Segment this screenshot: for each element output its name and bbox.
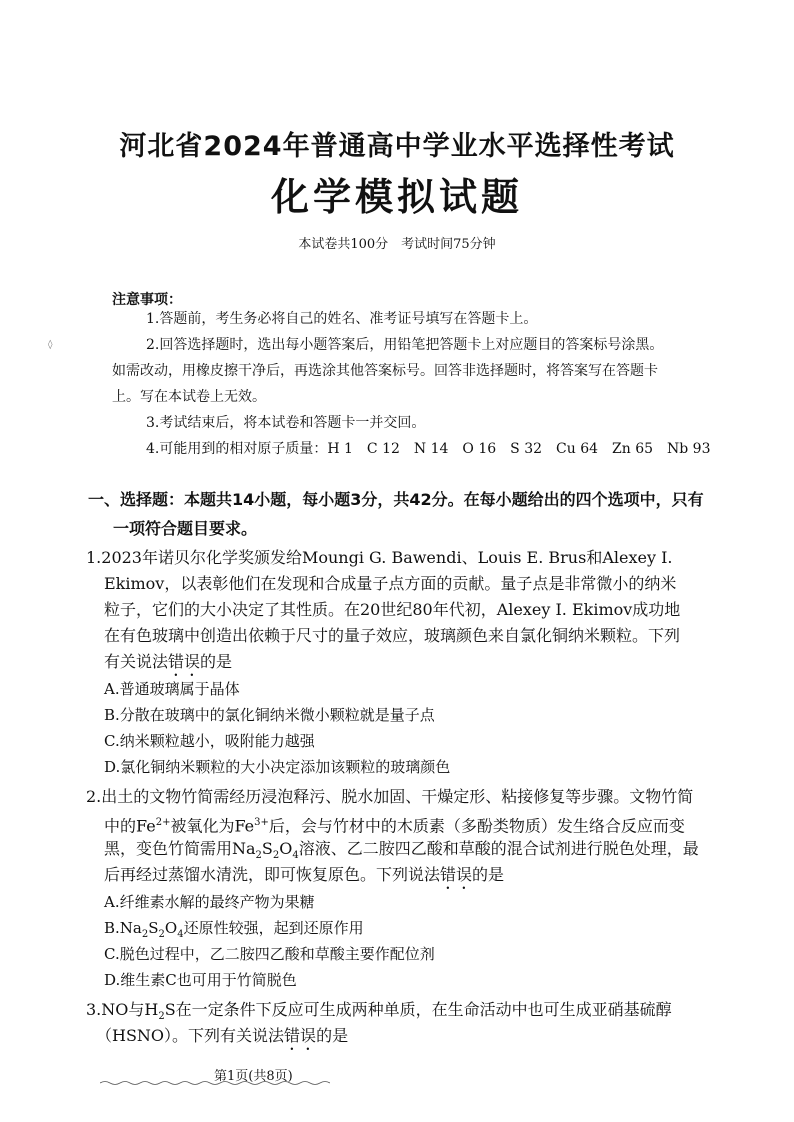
q2-subscript: 4 <box>292 850 299 862</box>
q2-text: 黑，变色竹简需用Na <box>104 839 256 858</box>
section-heading-cont: 一项符合题目要求。 <box>113 519 258 538</box>
q1-option-b: B.分散在玻璃中的氯化铜纳米微小颗粒就是量子点 <box>104 706 435 724</box>
subject-title: 化学模拟试题 <box>270 175 523 219</box>
q1-option-c: C.纳米颗粒越小，吸附能力越强 <box>104 732 315 750</box>
q3-emphasis: 错误 <box>284 1026 317 1045</box>
q2-opt-text: O <box>164 919 178 937</box>
note-2-end: 上。写在本试卷上无效。 <box>112 389 266 405</box>
q2-text: 溶液、乙二胺四乙酸和草酸的混合试剂进行脱色处理，最 <box>298 839 699 858</box>
q2-opt-text: S <box>148 919 159 937</box>
q2-text: S <box>261 839 273 858</box>
q1-option-d: D.氯化铜纳米颗粒的大小决定添加该颗粒的玻璃颜色 <box>104 758 451 776</box>
q1-stem-pre: 有关说法 <box>104 652 169 671</box>
q2-charge: 2+ <box>155 817 171 828</box>
q2-stem-pre: 后再经过蒸馏水清洗，即可恢复原色。下列说法 <box>104 865 441 884</box>
q2-stem-post: 的是 <box>472 865 505 884</box>
q2-stem-line1: 2.出土的文物竹简需经历浸泡释污、脱水加固、干燥定形、粘接修复等步骤。文物竹简 <box>86 787 694 806</box>
q2-subscript: 2 <box>272 850 280 862</box>
q2-text: 中的Fe <box>104 816 156 836</box>
page-number: 第1页(共8页) <box>214 1069 293 1084</box>
q2-text: 后，会与竹材中的木质素（多酚类物质）发生络合反应而变 <box>268 816 685 836</box>
q1-stem-line3: 粒子，它们的大小决定了其性质。在20世纪80年代初，Alexey I. Ekimov成功地 <box>104 600 681 619</box>
q3-stem-pre: （HSNO）。下列有关说法 <box>96 1026 285 1045</box>
q2-opt-subscript: 4 <box>177 929 184 940</box>
q3-text: 3.NO与H <box>86 1000 159 1019</box>
q2-charge: 3+ <box>254 817 269 828</box>
notes-heading: 注意事项： <box>112 292 182 308</box>
q2-option-c: C.脱色过程中，乙二胺四乙酸和草酸主要作配位剂 <box>104 945 435 963</box>
q2-subscript: 2 <box>255 850 262 862</box>
q2-text: 被氧化为Fe <box>170 816 255 836</box>
q2-emphasis: 错误 <box>440 865 473 884</box>
q3-text: S在一定条件下反应可生成两种单质，在生命活动中也可生成亚硝基硫醇 <box>164 1000 672 1019</box>
q1-stem-line2: Ekimov，以表彰他们在发现和合成量子点方面的贡献。量子点是非常微小的纳米 <box>104 574 677 593</box>
exam-title: 河北省2024年普通高中学业水平选择性考试 <box>119 131 675 162</box>
q1-stem-line4: 在有色玻璃中创造出依赖于尺寸的量子效应，玻璃颜色来自氯化铜纳米颗粒。下列 <box>104 626 681 645</box>
q1-stem-post: 的是 <box>200 652 233 671</box>
note-3: 3.考试结束后，将本试卷和答题卡一并交回。 <box>146 415 426 431</box>
section-heading: 一、选择题：本题共14小题，每小题3分，共42分。在每小题给出的四个选项中，只有 <box>88 490 704 509</box>
q3-subscript: 2 <box>158 1011 165 1023</box>
q2-opt-text: B.Na <box>104 919 142 937</box>
q2-text: O <box>279 839 293 858</box>
q2-option-a: A.纤维素水解的最终产物为果糖 <box>104 893 315 911</box>
exam-info: 本试卷共100分 考试时间75分钟 <box>298 237 496 252</box>
q1-stem-line1: 1.2023年诺贝尔化学奖颁发给Moungi G. Bawendi、Louis E. Brus和Alexey I. <box>86 548 673 567</box>
note-2-cont: 如需改动，用橡皮擦干净后，再选涂其他答案标号。回答非选择题时，将答案写在答题卡 <box>112 363 658 379</box>
q2-opt-subscript: 2 <box>141 929 149 940</box>
q2-option-d: D.维生素C也可用于竹简脱色 <box>104 971 297 989</box>
q2-stem-line2 <box>104 810 685 839</box>
note-2: 2.回答选择题时，选出每小题答案后，用铅笔把答题卡上对应题目的答案标号涂黑。 <box>146 337 664 353</box>
note-1: 1.答题前，考生务必将自己的姓名、准考证号填写在答题卡上。 <box>146 311 538 327</box>
q1-option-a: A.普通玻璃属于晶体 <box>104 680 240 698</box>
q1-emphasis: 错误 <box>168 652 201 671</box>
note-4: 4.可能用到的相对原子质量：H 1 C 12 N 14 O 16 S 32 Cu 64 Zn 65 Nb 93 <box>146 441 711 457</box>
q2-opt-subscript: 2 <box>158 929 165 940</box>
q3-stem-post: 的是 <box>316 1026 349 1045</box>
q3-stem-line2 <box>96 1023 348 1054</box>
q2-opt-text: 还原性较强，起到还原作用 <box>183 919 364 937</box>
margin-mark: ◊ <box>48 340 53 350</box>
